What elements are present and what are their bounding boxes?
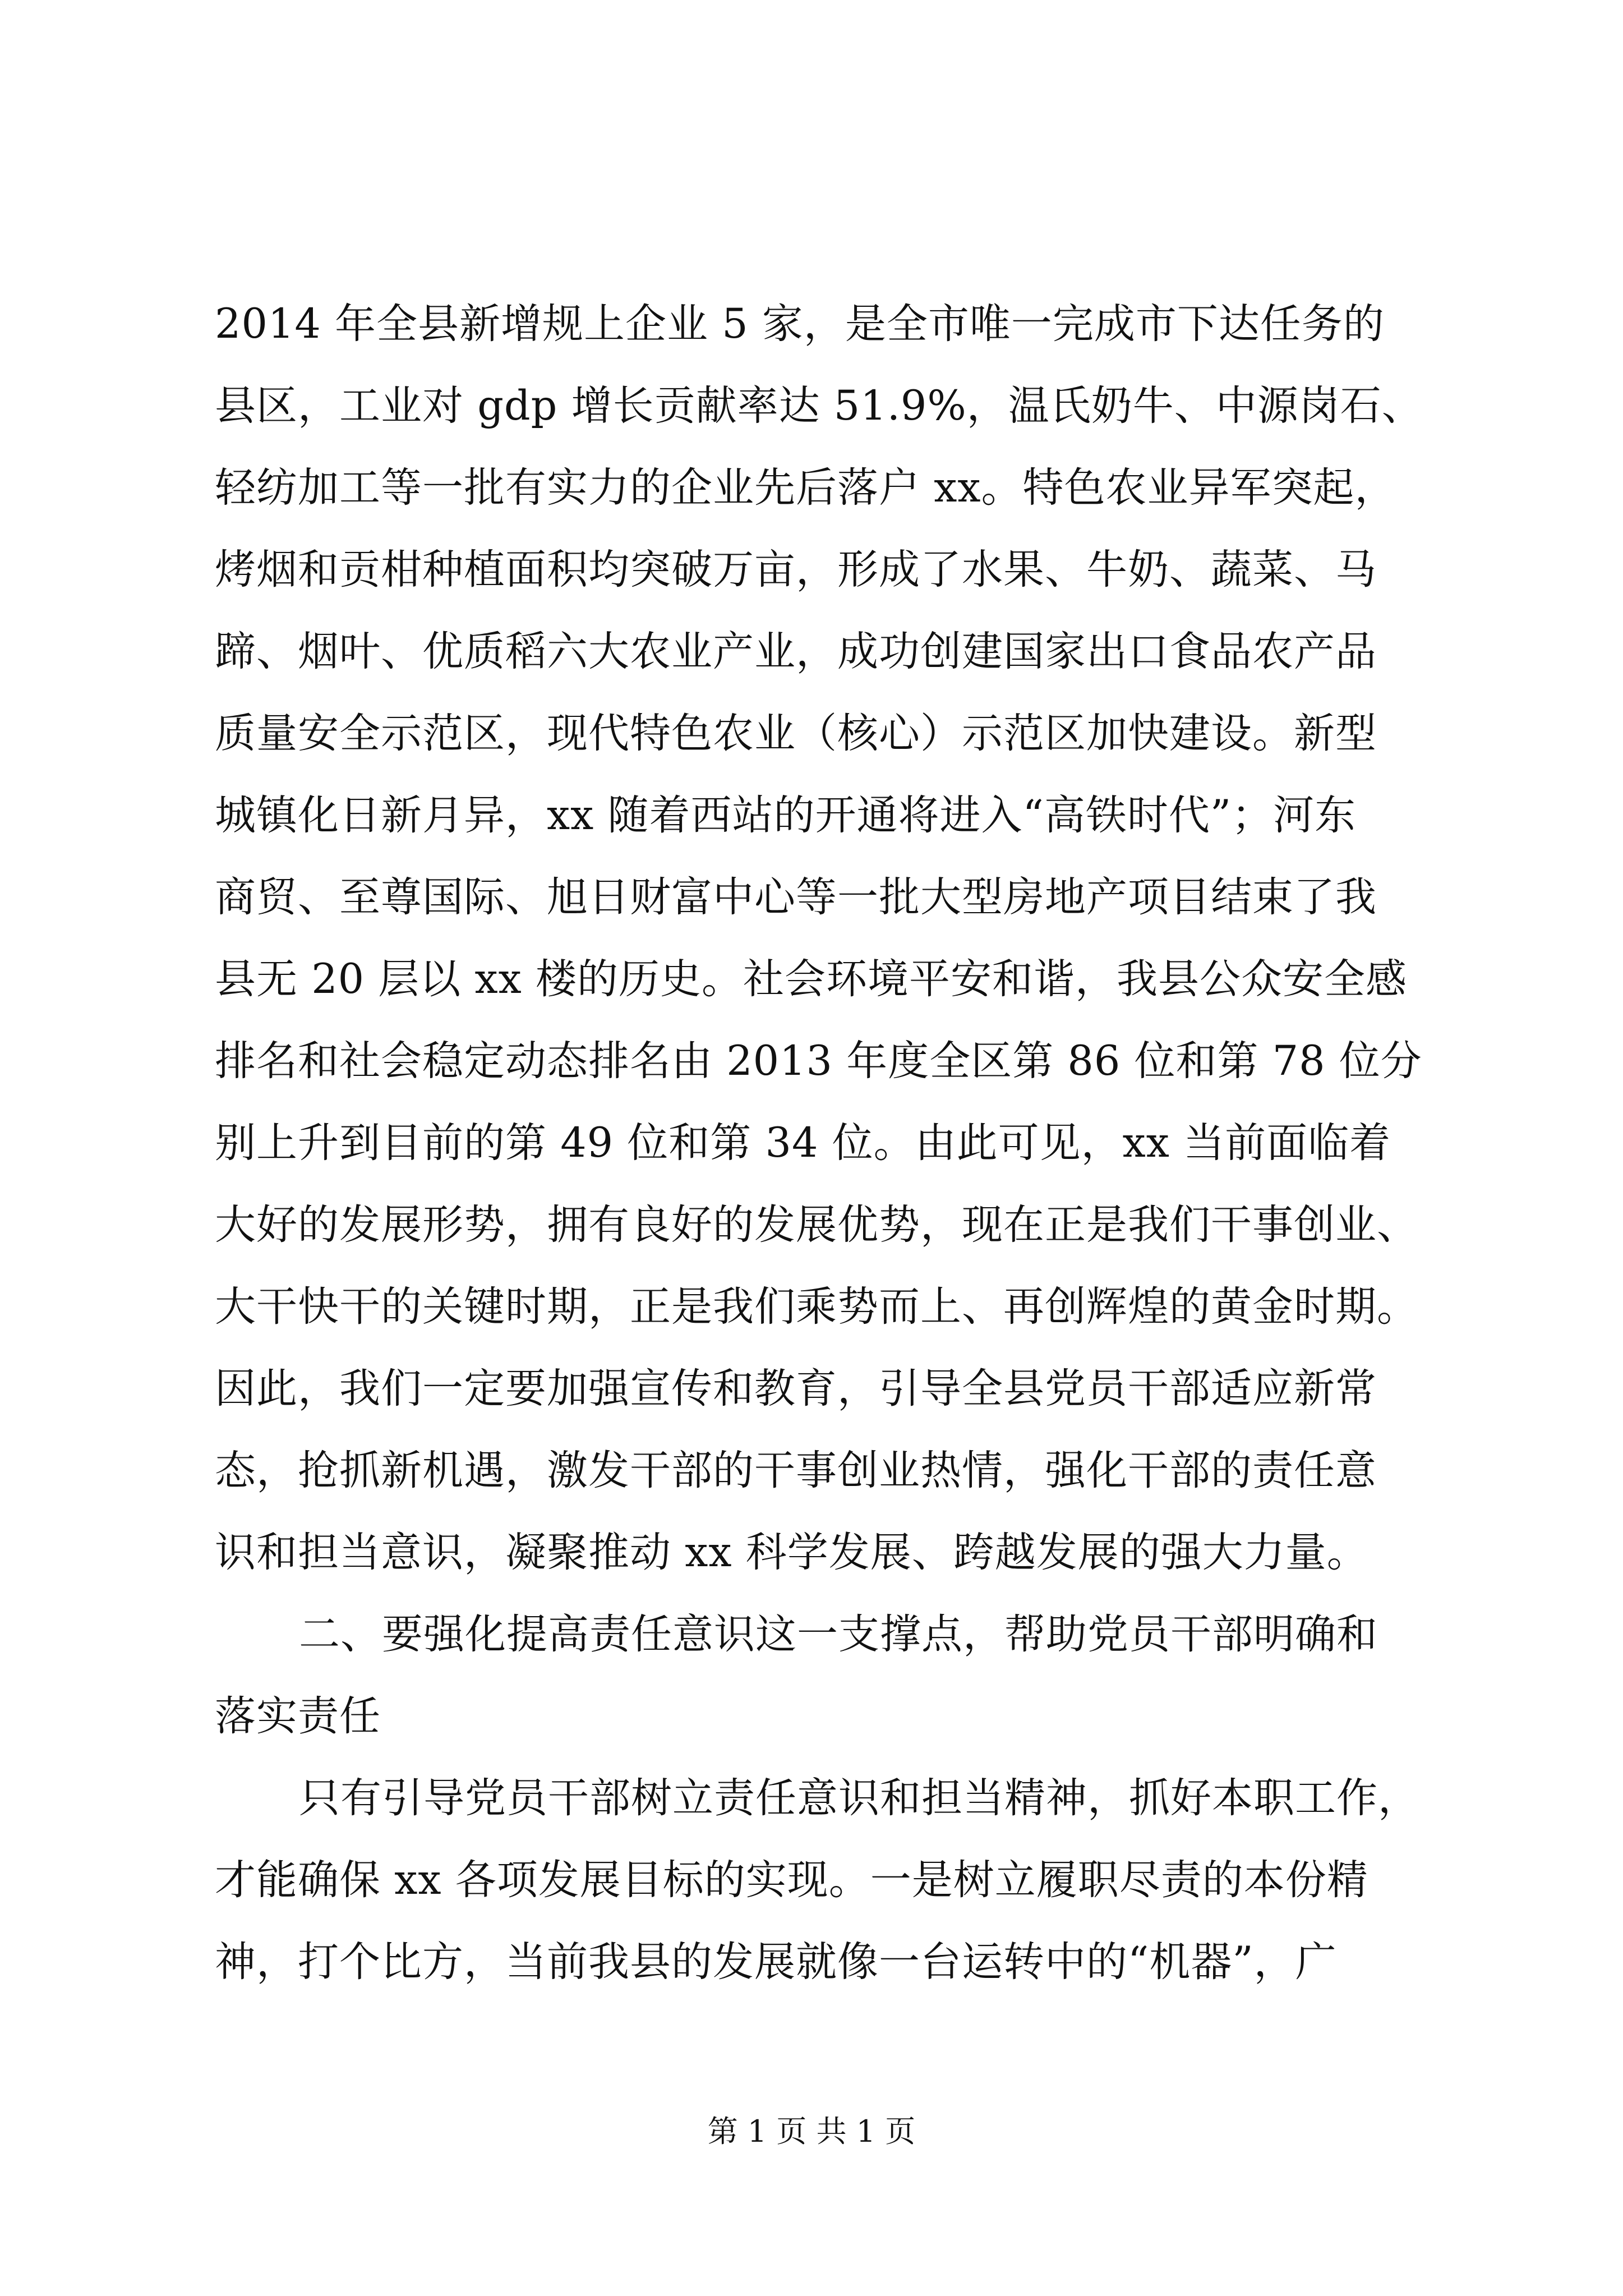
text-line: 城镇化日新月异，xx 随着西站的开通将进入“高铁时代”；河东 (215, 792, 1357, 839)
text-line: 因此，我们一定要加强宣传和教育，引导全县党员干部适应新常 (215, 1365, 1377, 1412)
text-line: 排名和社会稳定动态排名由 2013 年度全区第 86 位和第 78 位分 (215, 1037, 1422, 1085)
text-line: 蹄、烟叶、优质稻六大农业产业，成功创建国家出口食品农产品 (215, 628, 1377, 675)
text-line: 才能确保 xx 各项发展目标的实现。一是树立履职尽责的本份精 (215, 1856, 1368, 1904)
text-line: 轻纺加工等一批有实力的企业先后落户 xx。特色农业异军突起， (215, 464, 1396, 512)
section-heading-line: 落实责任 (215, 1692, 381, 1740)
section-heading-line: 二、要强化提高责任意识这一支撑点，帮助党员干部明确和 (299, 1611, 1378, 1658)
text-line: 县区，工业对 gdp 增长贡献率达 51.9%，温氏奶牛、中源岗石、 (215, 382, 1423, 430)
text-line: 2014 年全县新增规上企业 5 家，是全市唯一完成市下达任务的 (215, 300, 1385, 348)
text-line: 县无 20 层以 xx 楼的历史。社会环境平安和谐，我县公众安全感 (215, 955, 1408, 1003)
body-text (215, 283, 1421, 2003)
text-line: 大好的发展形势，拥有良好的发展优势，现在正是我们干事创业、 (215, 1201, 1418, 1249)
text-line: 烤烟和贡柑种植面积均突破万亩，形成了水果、牛奶、蔬菜、马 (215, 546, 1377, 593)
text-line: 质量安全示范区，现代特色农业（核心）示范区加快建设。新型 (215, 710, 1377, 757)
page-footer: 第 1 页 共 1 页 (707, 2114, 916, 2149)
text-line: 识和担当意识，凝聚推动 xx 科学发展、跨越发展的强大力量。 (215, 1529, 1368, 1576)
text-line: 态，抢抓新机遇，激发干部的干事创业热情，强化干部的责任意 (215, 1447, 1377, 1494)
text-line: 商贸、至尊国际、旭日财富中心等一批大型房地产项目结束了我 (215, 873, 1377, 921)
text-line: 神，打个比方，当前我县的发展就像一台运转中的“机器”，广 (215, 1938, 1337, 1986)
text-line: 别上升到目前的第 49 位和第 34 位。由此可见，xx 当前面临着 (215, 1119, 1391, 1167)
text-line: 只有引导党员干部树立责任意识和担当精神，抓好本职工作， (299, 1774, 1419, 1822)
text-line: 大干快干的关键时期，正是我们乘势而上、再创辉煌的黄金时期。 (215, 1283, 1418, 1331)
